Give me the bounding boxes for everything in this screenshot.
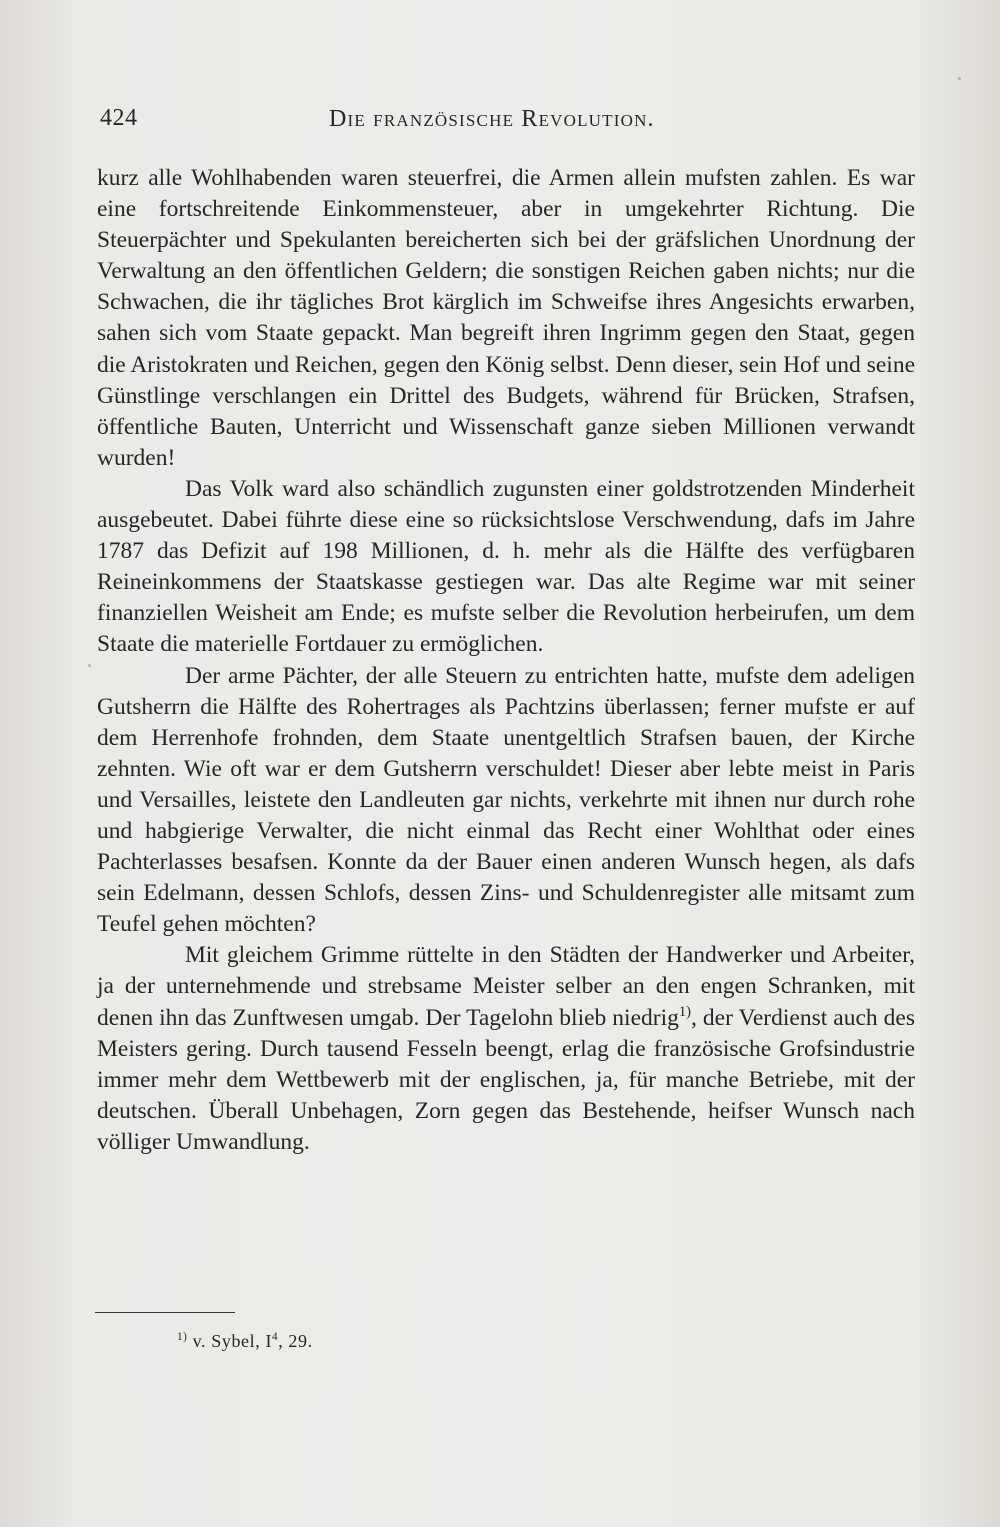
paragraph-3 (97, 661, 915, 941)
footnote-author: v. Sybel, I (192, 1331, 273, 1351)
paragraph-text: , der Verdienst auch des Meisters gering. Durch tausend Fesseln beengt, erlag die französische Grofsindustrie immer mehr dem Wettbewerb mit der englischen, ja, für manche Betriebe, mit der deutschen. Überall Unbehagen, Zorn gegen das Bestehende, heifser Wunsch nach völliger Umwandlung. (97, 1004, 915, 1155)
footnote-marker: 1) (177, 1331, 188, 1343)
footnote (177, 1331, 313, 1352)
paper-speck (818, 717, 821, 720)
footnote-reference: 1) (678, 1003, 692, 1020)
paragraph-1 (97, 163, 915, 474)
paragraph-2 (97, 474, 915, 661)
page-number: 424 (100, 105, 138, 131)
paper-speck (958, 77, 961, 80)
paper-speck (88, 664, 91, 667)
paragraph-4 (97, 940, 915, 1158)
page-header (97, 105, 917, 141)
paragraph-text: Mit gleichem Grimme rüttelte in den Städten der Handwerker und Arbeiter, ja der unternehmende und strebsame Meister selber an den engen Schranken, mit denen ihn das Zunftwesen umgab. Der Tagelohn blieb niedrig (97, 942, 915, 1031)
running-title: Die französische Revolution. (329, 106, 655, 132)
footnote-edition: 4 (272, 1331, 279, 1343)
paragraph-text: Der arme Pächter, der alle Steuern zu entrichten hatte, mufste dem adeligen Gutsherrn die Hälfte des Rohertrages als Pachtzins überlassen; ferner mufste er auf dem Herrenhofe frohnden, dem Staate unentgeltlich Strafsen bauen, der Kirche zehnten. Wie oft war er dem Gutsherrn verschuldet! Dieser aber lebte meist in Paris und Versailles, leistete den Landleuten gar nichts, verkehrte mit ihnen nur durch rohe und habgierige Verwalter, die nicht einmal das Recht einer Wohlthat oder eines Pachterlasses besafsen. Konnte da der Bauer einen anderen Wunsch hegen, als dafs sein Edelmann, dessen Schlofs, dessen Zins- und Schuldenregister alle mitsamt zum Teufel gehen möchten? (97, 662, 915, 938)
body-text (97, 163, 915, 1158)
paragraph-text: Das Volk ward also schändlich zugunsten einer goldstrotzenden Minderheit ausgebeutet. Dabei führte diese eine so rücksichtslose Verschwendung, dafs im Jahre 1787 das Defizit auf 198 Millionen, d. h. mehr als die Hälfte des verfügbaren Reineinkommens der Staatskasse gestiegen war. Das alte Regime war mit seiner finanziellen Weisheit am Ende; es mufste selber die Revolution herbeirufen, um dem Staate die materielle Fortdauer zu ermöglichen. (97, 475, 915, 658)
footnote-divider (95, 1312, 235, 1313)
footnote-page: , 29. (278, 1331, 313, 1351)
paragraph-text: kurz alle Wohlhabenden waren steuerfrei, die Armen allein mufsten zahlen. Es war eine fortschreitende Einkommensteuer, aber in umgekehrter Richtung. Die Steuerpächter und Spekulanten bereicherten sich bei der gräfslichen Unordnung der Verwaltung an den öffentlichen Geldern; die sonstigen Reichen gaben nichts; nur die Schwachen, die ihr tägliches Brot kärglich im Schweifse ihres Angesichts erwarben, sahen sich vom Staate gepackt. Man begreift ihren Ingrimm gegen den Staat, gegen die Aristokraten und Reichen, gegen den König selbst. Denn dieser, sein Hof und seine Günstlinge verschlangen ein Drittel des Budgets, während für Brücken, Strafsen, öffentliche Bauten, Unterricht und Wissenschaft ganze sieben Millionen verwandt wurden! (97, 165, 915, 471)
